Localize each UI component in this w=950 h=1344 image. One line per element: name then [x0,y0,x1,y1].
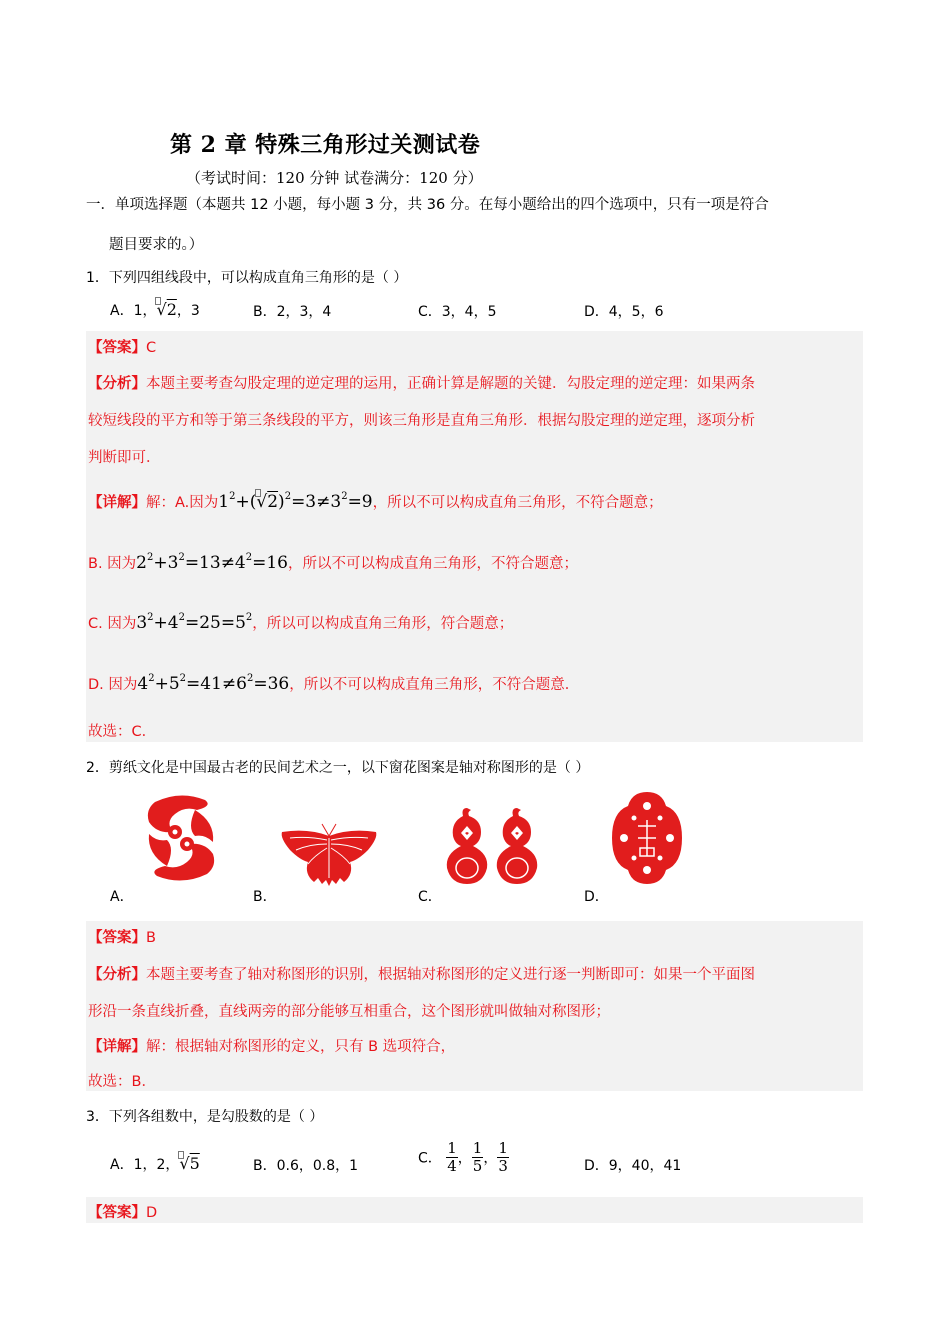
question-1 [86,267,407,287]
question-stem: 下列各组数中，是勾股数的是（ ） [108,1109,324,1125]
question-number: 3． [86,1109,109,1125]
q2-option-b: B． [253,889,277,905]
question-3 [86,1106,323,1126]
detail-line-c: C. 因为$3^2+4^2=25=5^2$，所以可以构成直角三角形，符合题意； [88,612,514,633]
answer-line: 【答案】D [88,1205,158,1221]
section-heading: 一．单项选择题（本题共 12 小题，每小题 3 分，共 36 分。在每小题给出的四个选项中，只有一项是符合 [86,197,769,213]
paper-cut-butterfly-icon [278,822,380,886]
exam-info: （考试时间：120 分钟 试卷满分：120 分） [186,169,483,187]
answer-line: 【答案】C [88,340,157,356]
q2-option-c: C． [418,889,442,905]
q1-option-a: A．1， √2，3 [110,300,200,320]
paper-cut-fish-icon [135,792,227,884]
q1-option-c: C．3，4，5 [418,304,497,320]
answer-line: 【答案】B [88,930,156,946]
paper-cut-gourd-icon [443,806,543,886]
question-number: 1． [86,270,109,286]
question-stem: 下列四组线段中，可以构成直角三角形的是（ ） [108,270,408,286]
q3-option-a: A．1，2， √5 [110,1154,200,1174]
question-2 [86,757,589,777]
question-stem: 剪纸文化是中国最古老的民间艺术之一，以下窗花图案是轴对称图形的是（ ） [108,760,590,776]
q1-solution-block [86,331,863,742]
q3-option-c: C． $\frac{1}{4}$ ， $\frac{1}{5}$ ， $\frac{1}{3}$ [418,1139,508,1175]
analysis-line-3: 判断即可． [88,450,161,466]
analysis-line-2: 较短线段的平方和等于第三条线段的平方，则该三角形是直角三角形．根据勾股定理的逆定理，逐项分析 [88,413,755,429]
q1-option-d: D．4，5，6 [584,304,664,320]
paper-cut-fu-icon [610,790,684,886]
detail-line: 【详解】解：根据轴对称图形的定义，只有 B 选项符合， [88,1039,456,1055]
analysis-line-1: 【分析】本题主要考查勾股定理的逆定理的运用，正确计算是解题的关键．勾股定理的逆定理：如果两条 [88,376,755,392]
detail-line-d: D. 因为$4^2+5^2=41\ne 6^2=36$，所以不可以构成直角三角形，不符合题意． [88,673,580,694]
q2-solution-block [86,921,863,1091]
q1-option-b: B．2，3，4 [253,304,332,320]
section-heading-cont: 题目要求的。） [109,237,204,253]
conclusion-line: 故选：B． [88,1074,156,1090]
q2-option-d: D． [584,889,609,905]
analysis-line-2: 形沿一条直线折叠，直线两旁的部分能够互相重合，这个图形就叫做轴对称图形； [88,1004,610,1020]
q2-option-a: A． [110,889,134,905]
q3-option-b: B．0.6，0.8，1 [253,1158,359,1174]
detail-line-a: 【详解】解：A.因为$1^2+$( $√2)^2=3\ne 3^2=9$，所以不可以构成直角三角形，不符合题意； [88,491,663,512]
question-number: 2． [86,760,109,776]
q3-solution-block [86,1197,863,1223]
q3-option-d: D．9，40，41 [584,1158,682,1174]
detail-line-b: B. 因为$2^2+3^2=13\ne 4^2=16$，所以不可以构成直角三角形，不符合题意； [88,552,579,573]
analysis-line-1: 【分析】本题主要考查了轴对称图形的识别，根据轴对称图形的定义进行逐一判断即可：如果一个平面图 [88,967,755,983]
sqrt-symbol: √5 [179,1154,199,1173]
conclusion-line: 故选：C． [88,724,157,740]
sqrt-symbol: √2 [156,300,176,319]
page-title: 第 2 章 特殊三角形过关测试卷 [170,132,481,158]
